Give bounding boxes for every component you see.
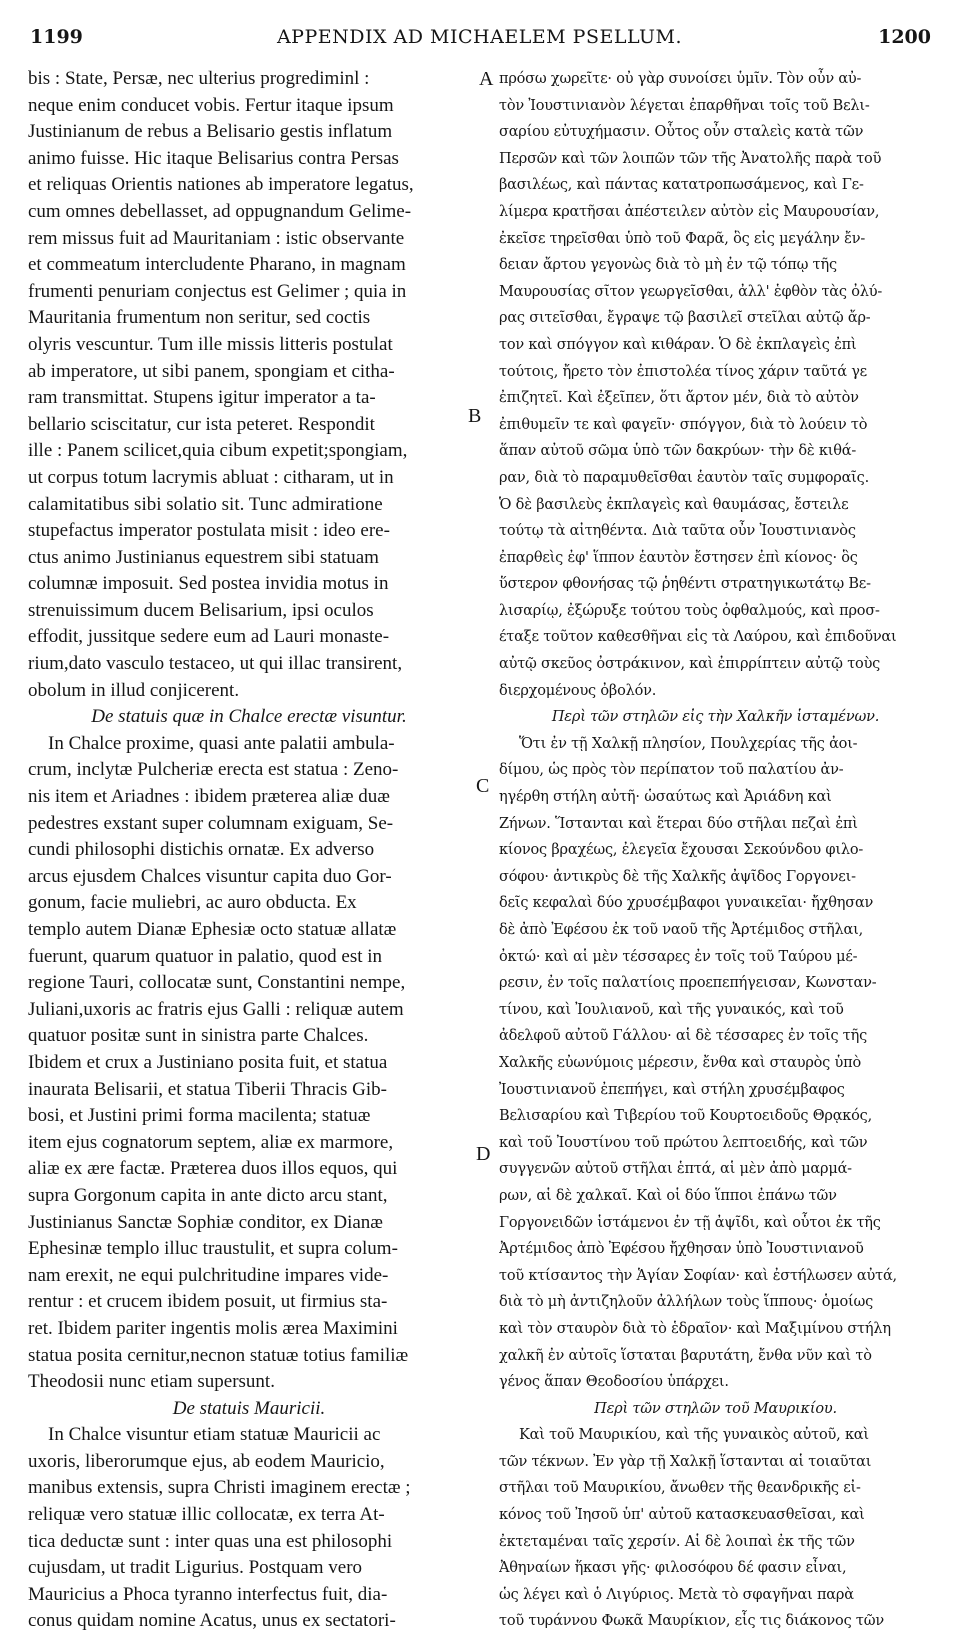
text-line: animo fuisse. Hic itaque Belisarius contra Persas	[28, 147, 399, 169]
margin-letter-c: C	[476, 775, 490, 797]
text-line: τούτῳ τὰ αἰτηθέντα. Διὰ ταῦτα οὖν Ἰουστινιανὸς	[499, 523, 856, 540]
text-line: regione Tauri, collocatæ sunt, Constantini nempe,	[28, 972, 406, 994]
text-line: Μαυρουσίας σῖτον γεωργεῖσθαι, ἀλλ' ἑφθὸν τὰς ὀλύ-	[499, 283, 883, 300]
text-line: Mauritania frumentum non seritur, sed coctis	[28, 307, 371, 329]
latin-column	[28, 66, 470, 1635]
text-line: βασιλέως, καὶ πάντας κατατροπωσάμενος, καὶ Γε-	[499, 177, 864, 194]
text-line: ille : Panem scilicet,quia cibum expetit;spongiam,	[28, 440, 408, 462]
text-line: ἅπαν αὐτοῦ σῶμα ὑπὸ τῶν δακρύων· τὴν δὲ κιθά-	[499, 443, 857, 460]
text-line: Mauricius a Phoca tyranno interfectus fuit, dia-	[28, 1583, 388, 1605]
text-line: et reliquas Orientis nationes ab imperatore legatus,	[28, 174, 414, 196]
text-line: reliquæ vero statuæ illic collocatæ, ex terra At-	[28, 1504, 385, 1526]
text-line: Ζήνων. Ἵστανται καὶ ἕτεραι δύο στῆλαι πεζαὶ ἐπὶ	[499, 815, 858, 832]
running-title: APPENDIX AD MICHAELEM PSELLUM.	[276, 26, 683, 48]
text-line: στῆλαι τοῦ Μαυρικίου, ἄνωθεν τῆς θεανδρικῆς εἰ-	[499, 1480, 861, 1497]
text-line: Ὅτι ἐν τῇ Χαλκῇ πλησίον, Πουλχερίας τῆς ἀοι-	[519, 735, 858, 752]
section-heading: Περὶ τῶν στηλῶν τοῦ Μαυρικίου.	[594, 1400, 837, 1417]
text-line: cum omnes debellasset, ad oppugnandum Gelime-	[28, 200, 412, 222]
text-line: ret. Ibidem pariter ingentis molis ærea Maximini	[28, 1317, 398, 1339]
text-line: quatuor positæ sunt in sinistra parte Chalces.	[28, 1025, 369, 1047]
text-line: Theodosii nunc etiam supersunt.	[28, 1371, 275, 1393]
text-line: bosi, et Justini primi forma macilenta; statuæ	[28, 1105, 371, 1127]
text-line: ἐπαρθεὶς ἐφ' ἵππον ἑαυτὸν ἔστησεν ἐπὶ κίονος· ὃς	[499, 549, 858, 566]
text-line: neque enim conducet vobis. Fertur itaque ipsum	[28, 94, 394, 116]
text-line: ρων, αἱ δὲ χαλκαῖ. Καὶ οἱ δύο ἵπποι ἐπάνω τῶν	[499, 1187, 837, 1204]
text-line: Καὶ τοῦ Μαυρικίου, καὶ τῆς γυναικὸς αὐτοῦ, καὶ	[519, 1427, 869, 1444]
text-line: Ἀθηναίων ἥκασι γῆς· φιλοσόφου δέ φασιν εἶναι,	[499, 1560, 847, 1577]
text-line: δειαν ἄρτου γεγονὼς διὰ τὸ μὴ ἐν τῷ τόπῳ τῆς	[499, 257, 837, 274]
text-line: ctus animo Justinianus equestrem sibi statuam	[28, 546, 379, 568]
greek-column	[499, 66, 932, 1635]
text-line: ut corpus totum lacrymis abluat : citharam, ut in	[28, 466, 394, 488]
text-line: ρας σιτεῖσθαι, ἔγραψε τῷ βασιλεῖ στεῖλαι αὐτῷ ἄρ-	[499, 310, 871, 327]
text-line: λίμερα κρατῆσαι ἀπέστειλεν αὐτὸν εἰς Μαυρουσίαν,	[499, 203, 880, 220]
text-line: έταξε τοῦτον καθεσθῆναι εἰς τὰ Λαύρου, καὶ ἐπιδοῦναι	[499, 629, 897, 646]
text-line: effodit, jussitque sedere eum ad Lauri monaste-	[28, 626, 390, 648]
text-line: τοῦ τυράννου Φωκᾶ Μαυρίκιον, εἷς τις διάκονος τῶν	[499, 1613, 884, 1630]
page-header	[0, 26, 959, 50]
margin-letter-a: A	[479, 68, 494, 90]
text-line: Ἰουστινιανοῦ ἐπεπήγει, καὶ στήλη χρυσέμβαφος	[499, 1081, 845, 1098]
text-line: τὸν Ἰουστινιανὸν λέγεται ἐπαρθῆναι τοῖς τοῦ Βελι-	[499, 97, 870, 114]
text-line: συγγενῶν αὐτοῦ στῆλαι ἑπτά, αἱ μὲν ἀπὸ μαρμά-	[499, 1161, 852, 1178]
text-line: αὐτῷ σκεῦος ὀστράκινον, καὶ ἐπιρρίπτειν αὐτῷ τοὺς	[499, 656, 881, 673]
text-line: Ἀρτέμιδος ἀπὸ Ἐφέσου ἤχθησαν ὑπὸ Ἰουστινιανοῦ	[499, 1241, 864, 1258]
text-line: Περσῶν καὶ τῶν λοιπῶν τῶν τῆς Ἀνατολῆς παρὰ τοῦ	[499, 150, 882, 167]
text-line: tica deductæ sunt : inter quas una est philosophi	[28, 1530, 393, 1552]
text-line: obolum in illud conjicerent.	[28, 679, 240, 701]
text-line: ρεσιν, ἐν τοῖς παλατίοις προεπεπήγεισαν, Κωνσταν-	[499, 975, 877, 992]
text-line: statua posita cernitur,necnon statuæ totius familiæ	[28, 1344, 409, 1366]
text-line: Juliani,uxoris ac fratris ejus Galli : reliquæ autem	[28, 998, 404, 1020]
text-line: τίνου, καὶ Ἰουλιανοῦ, καὶ τῆς γυναικός, καὶ τοῦ	[499, 1001, 844, 1018]
text-line: ἐπιζητεῖ. Καὶ ἐξεῖπεν, ὅτι ἄρτον μέν, διὰ τὸ αὐτὸν	[499, 390, 859, 407]
text-line: manibus extensis, supra Christi imaginem erectæ ;	[28, 1477, 411, 1499]
text-line: κόνος τοῦ Ἰησοῦ ὑπ' αὐτοῦ κατασκευασθεῖσαι, καὶ	[499, 1507, 865, 1524]
text-line: gonum, facie muliebri, ac auro obducta. Ex	[28, 892, 357, 914]
text-line: arcus ejusdem Chalces visuntur capita duo Gor-	[28, 865, 392, 887]
text-line: cujusdam, ut tradit Ligurius. Postquam vero	[28, 1557, 363, 1579]
text-line: καὶ τοῦ Ἰουστίνου τοῦ πρώτου λεπτοειδής, καὶ τῶν	[499, 1134, 868, 1151]
margin-letter-d: D	[476, 1143, 491, 1165]
margin-letter-b: B	[468, 405, 482, 427]
text-line: strenuissimum ducem Belisarium, ipsi oculos	[28, 599, 374, 621]
text-line: In Chalce visuntur etiam statuæ Mauricii ac	[48, 1424, 381, 1446]
text-line: πρόσω χωρεῖτε· οὐ γὰρ συνοίσει ὑμῖν. Τὸν οὖν αὐ-	[499, 71, 862, 87]
section-heading: Περὶ τῶν στηλῶν εἰς τὴν Χαλκῆν ἱσταμένων.	[551, 709, 880, 726]
text-line: columnæ imposuit. Sed postea invidia motus in	[28, 573, 389, 595]
text-line: σαρίου εὐτυχήμασιν. Οὗτος οὖν σταλεὶς κατὰ τῶν	[499, 124, 864, 141]
text-line: conus quidam nomine Acatus, unus ex sectatori-	[28, 1610, 396, 1632]
text-line: ἐπιθυμεῖν τε καὶ φαγεῖν· σπόγγον, διὰ τὸ λούειν τὸ	[499, 416, 868, 433]
text-line: inaurata Belisarii, et statua Tiberii Thracis Gib-	[28, 1078, 387, 1100]
text-line: δεῖς κεφαλαὶ δύο χρυσέμβαφοι γυναικεῖαι· ἤχθησαν	[499, 895, 874, 912]
text-line: nam erexit, ne equi pulchritudine impares vide-	[28, 1264, 389, 1286]
text-line: fuerunt, quarum quatuor in palatio, quod est in	[28, 945, 383, 967]
text-line: ἐκεῖσε τηρεῖσθαι ὑπὸ τοῦ Φαρᾶ, ὃς εἰς μεγάλην ἔν-	[499, 230, 866, 247]
text-line: templo autem Dianæ Ephesiæ octo statuæ allatæ	[28, 919, 397, 940]
text-line: Ephesinæ templo illuc traustulit, et supra colum-	[28, 1238, 398, 1260]
text-line: ἀδελφοῦ αὐτοῦ Γάλλου· αἱ δὲ τέσσαρες ἐν τοῖς τῆς	[499, 1028, 868, 1045]
text-line: Ὁ δὲ βασιλεὺς ἐκπλαγεὶς καὶ θαυμάσας, ἔστειλε	[499, 496, 849, 513]
text-line: ab imperatore, ut sibi panem, spongiam et citha-	[28, 360, 395, 382]
text-line: item ejus cognatorum septem, aliæ ex marmore,	[28, 1131, 394, 1153]
text-line: ὡς λέγει καὶ ὁ Λιγύριος. Μετὰ τὸ σφαγῆναι παρὰ	[499, 1586, 854, 1603]
text-line: Justinianus Sanctæ Sophiæ conditor, ex Dianæ	[28, 1211, 383, 1233]
text-line: ραν, διὰ τὸ παραμυθεῖσθαι ἑαυτὸν ταῖς συμφοραῖς.	[499, 469, 869, 486]
text-line: διερχομένους ὀβολόν.	[499, 682, 657, 699]
text-line: διὰ τὸ μὴ ἀντιζηλοῦν ἀλλήλων τοὺς ἵππους· ὁμοίως	[499, 1294, 874, 1311]
text-line: olyris vescuntur. Tum ille missis litteris postulat	[28, 333, 393, 355]
text-line: Justinianum de rebus a Belisario gestis inflatum	[28, 121, 393, 143]
text-line: τοῦ κτίσαντος τὴν Ἁγίαν Σοφίαν· καὶ ἐστήλωσεν αὐτά,	[499, 1267, 897, 1284]
left-page-number: 1199	[30, 26, 83, 48]
text-line: γένος ἅπαν Θεοδοσίου ὑπάρχει.	[499, 1374, 729, 1391]
text-line: ram transmittat. Stupens igitur imperator a ta-	[28, 387, 376, 409]
text-line: δίμου, ὡς πρὸς τὸν περίπατον τοῦ παλατίου ἀν-	[499, 762, 844, 779]
text-line: rentur : et crucem ibidem posuit, ut firmius sta-	[28, 1291, 388, 1313]
section-heading: De statuis quæ in Chalce erectæ visuntur.	[91, 706, 407, 728]
text-line: ηγέρθη στήλη αὐτῆ· ὡσαύτως καὶ Ἀριάδνη καὶ	[499, 789, 832, 806]
text-line: crum, inclytæ Pulcheriæ erecta est statua : Zeno-	[28, 759, 399, 781]
text-line: bellario sciscitatur, cur ista peteret. Respondit	[28, 413, 375, 435]
text-line: ὕστερον φθονήσας τῷ ῥηθέντι στρατηγικωτάτῳ Βε-	[499, 576, 871, 593]
text-line: Χαλκῆς εὐωνύμοις μέρεσιν, ἔνθα καὶ σταυρὸς ὑπὸ	[499, 1054, 861, 1071]
text-line: δὲ ἀπὸ Ἐφέσου ἐκ τοῦ ναοῦ τῆς Ἀρτέμιδος στῆλαι,	[499, 922, 864, 938]
text-line: λισαρίῳ, ἐξώρυξε τούτου τοὺς ὀφθαλμούς, καὶ προσ-	[499, 602, 880, 619]
text-line: pedestres exstant super columnam exiguam, Se-	[28, 812, 394, 834]
text-line: καὶ τὸν σταυρὸν διὰ τὸ ἑδραῖον· καὶ Μαξιμίνου στήλη	[499, 1320, 891, 1337]
text-line: ἐκτεταμέναι ταῖς χερσίν. Αἱ δὲ λοιπαὶ ἐκ τῆς τῶν	[499, 1533, 855, 1550]
text-line: Γοργονειδῶν ἱστάμενοι ἐν τῇ ἀψῖδι, καὶ οὗτοι ἐκ τῆς	[499, 1214, 881, 1231]
text-line: κίονος βραχέως, ἐλεγεῖα ἔχουσαι Σεκούνδου φιλο-	[499, 842, 864, 859]
text-line: σόφου· ἀντικρὺς δὲ τῆς Χαλκῆς ἀψῖδος Γοργονει-	[499, 868, 856, 885]
text-line: rem missus fuit ad Mauritaniam : istic observante	[28, 227, 405, 249]
text-line: nis item et Ariadnes : ibidem præterea aliæ duæ	[28, 786, 390, 808]
text-line: τον καὶ σπόγγον καὶ κιθάραν. Ὁ δὲ ἐκπλαγεὶς ἐπὶ	[499, 336, 857, 353]
section-heading: De statuis Mauricii.	[172, 1397, 326, 1419]
text-line: cundi philosophi distichis ornatæ. Ex adverso	[28, 839, 375, 861]
text-line: et commeatum intercludente Pharano, in magnam	[28, 254, 406, 276]
right-page-number: 1200	[878, 26, 931, 48]
text-line: rium,dato vasculo testaceo, ut qui illac transirent,	[28, 653, 403, 675]
text-line: frumenti penuriam conjectus est Gelimer ; quia in	[28, 280, 407, 302]
text-line: supra Gorgonum capita in ante dicto arcu stant,	[28, 1184, 388, 1206]
text-line: In Chalce proxime, quasi ante palatii ambula-	[48, 732, 395, 754]
text-line: χαλκῆ ἐν αὐτοῖς ἵσταται βαρυτάτη, ἔνθα νῦν καὶ τὸ	[499, 1347, 872, 1364]
text-line: ὀκτώ· καὶ αἱ μὲν τέσσαρες ἐν τοῖς τοῦ Ταύρου μέ-	[499, 948, 858, 965]
text-line: Ibidem et crux a Justiniano posita fuit, et statua	[28, 1051, 388, 1073]
text-line: τούτοις, ἤρετο τὸν ἐπιστολέα τίνος χάριν ταῦτά γε	[499, 363, 867, 380]
text-line: uxoris, liberorumque ejus, ab eodem Mauricio,	[28, 1450, 385, 1472]
text-line: τῶν τέκνων. Ἐν γὰρ τῇ Χαλκῇ ἵστανται αἱ τοιαῦται	[499, 1453, 872, 1470]
text-line: aliæ ex ære factæ. Præterea duos illos equos, qui	[28, 1158, 398, 1180]
text-line: stupefactus imperator postulata misit : ideo ere-	[28, 520, 390, 542]
text-line: Βελισαρίου καὶ Τιβερίου τοῦ Κουρτοειδοῦς Θρᾳκός,	[499, 1108, 873, 1125]
text-line: bis : State, Persæ, nec ulterius progrediminl :	[28, 68, 370, 89]
text-line: calamitatibus sibi solatio sit. Tunc admiratione	[28, 493, 383, 515]
